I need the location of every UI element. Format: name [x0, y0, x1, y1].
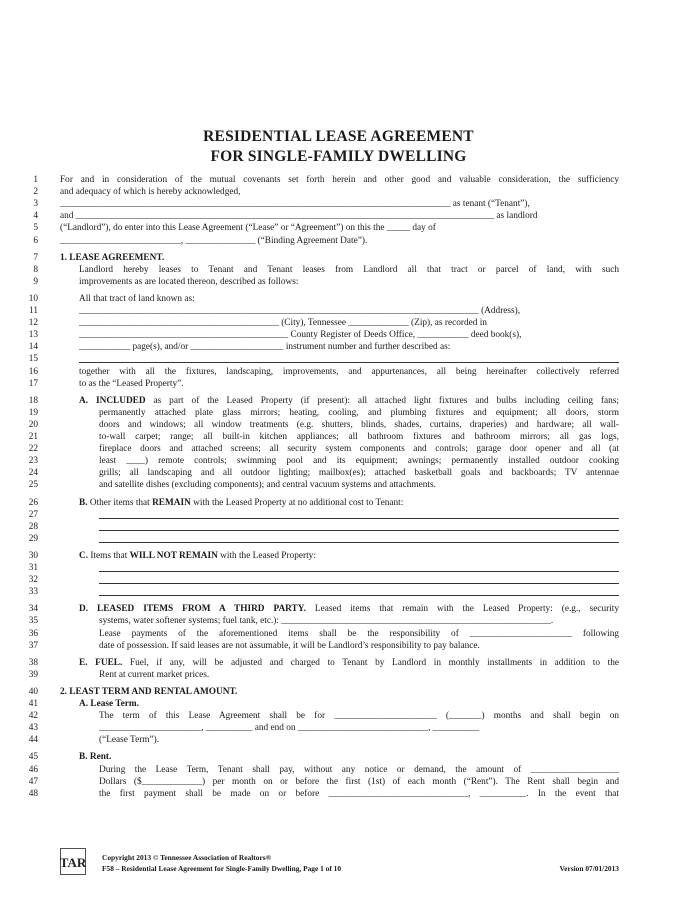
blank-underline[interactable] — [79, 353, 619, 363]
line-number: 1 — [33, 175, 38, 185]
document-line — [0, 734, 677, 746]
document-line — [0, 174, 677, 186]
line-text: ______________________________________________________________________________________ (Address), — [79, 306, 521, 316]
line-number: 40 — [28, 686, 38, 697]
line-number: 26 — [28, 497, 38, 508]
line-number: 2 — [33, 187, 38, 198]
line-number: 44 — [28, 735, 38, 746]
line-text: B. Other items that REMAIN with the Leased Property at no additional cost to Tenant: — [79, 497, 404, 508]
document-line — [0, 378, 677, 390]
line-number: 16 — [28, 366, 38, 377]
line-number: 21 — [28, 432, 38, 442]
document-line — [0, 603, 677, 615]
document-line — [0, 329, 677, 341]
document-line — [0, 497, 677, 509]
line-text: Landlord hereby leases to Tenant and Tenant leases from Landlord all that tract or parcel of land, with such — [79, 264, 619, 275]
footer-form-title: F58 – Residential Lease Agreement for Single-Family Dwelling, Page 1 of 10 — [102, 864, 342, 873]
blank-underline[interactable] — [99, 562, 619, 572]
line-number: 46 — [28, 764, 38, 775]
line-number: 9 — [33, 276, 38, 287]
line-number: 32 — [28, 575, 38, 586]
line-text: improvements as are located thereon, described as follows: — [79, 276, 299, 287]
document-line — [0, 198, 677, 210]
line-number: 13 — [28, 330, 38, 341]
footer-copyright: Copyright 2013 © Tennessee Association of Realtors® — [102, 853, 272, 862]
line-number: 27 — [28, 509, 38, 520]
line-text: and __________________________________________________________________________________________ as landlord — [60, 211, 538, 222]
document-line — [0, 533, 677, 545]
line-number: 36 — [28, 628, 38, 639]
line-number: 41 — [28, 699, 38, 709]
line-text: permanently attached plate glass mirrors; heating, cooling, and plumbing fixtures and equipment; all doors, storm — [99, 407, 619, 418]
line-text: D. LEASED ITEMS FROM A THIRD PARTY. Leased items that remain with the Leased Property: (e.g., security — [79, 604, 619, 615]
document-line — [0, 210, 677, 222]
line-number: 43 — [28, 723, 38, 734]
line-text: date of possession. If said leases are not assumable, it will be Landlord’s responsibility to pay balance. — [99, 640, 480, 651]
line-text: together with all the fixtures, landscaping, improvements, and appurtenances, all being hereinafter collectively referred — [79, 366, 619, 377]
line-text: During the Lease Term, Tenant shall pay, without any notice or demand, the amount of ___________________ — [99, 764, 619, 775]
line-text: ___________________________________________ (City), Tennessee _____________ (Zip), as recorded in — [79, 318, 487, 329]
fill-in-blank-line[interactable] — [99, 509, 619, 519]
line-text: All that tract of land known as: — [79, 293, 195, 304]
line-number: 39 — [28, 669, 38, 680]
document-line — [0, 776, 677, 788]
document-line — [0, 222, 677, 234]
fill-in-blank-line[interactable] — [99, 586, 619, 596]
document-line — [0, 479, 677, 491]
line-text: B. Rent. — [79, 752, 112, 763]
document-line — [0, 586, 677, 598]
line-number: 14 — [28, 342, 38, 353]
document-line — [0, 628, 677, 640]
line-text: (“Landlord”), do enter into this Lease Agreement (“Lease” or “Agreement”) on this the _____ day of — [60, 223, 436, 234]
line-text: Lease payments of the aforementioned items shall be the responsibility of ______________________ following — [99, 628, 619, 639]
line-text: and adequacy of which is hereby acknowledged, — [60, 187, 241, 198]
document-line — [0, 640, 677, 652]
line-number: 10 — [28, 293, 38, 304]
blank-underline[interactable] — [99, 521, 619, 531]
line-text: (“Lease Term”). — [99, 735, 160, 746]
line-text: and satellite dishes (excluding components); and central vacuum systems and attachments. — [99, 480, 436, 491]
line-number: 6 — [33, 235, 38, 246]
blank-underline[interactable] — [99, 586, 619, 596]
line-number: 25 — [28, 480, 38, 491]
line-text: _____________________________________________ County Register of Deeds Office, ___________ deed book(s), — [79, 330, 522, 341]
line-number: 19 — [28, 407, 38, 418]
fill-in-blank-line[interactable] — [79, 353, 619, 363]
line-number: 29 — [28, 533, 38, 544]
line-text: fireplace doors and attached screens; all security system components and controls; garage door opener and all (at — [99, 444, 619, 455]
tar-logo-text: TAR — [60, 855, 86, 870]
document-line — [0, 186, 677, 198]
line-number: 7 — [33, 252, 38, 263]
line-number: 48 — [28, 788, 38, 799]
line-text: the first payment shall be made on or before ______________________________, __________. In the event that — [99, 788, 619, 799]
document-line — [0, 657, 677, 669]
line-number: 3 — [33, 199, 38, 210]
line-number: 34 — [28, 604, 38, 615]
document-line — [0, 574, 677, 586]
line-text: doors and windows; all window treatments (e.g. shutters, blinds, shades, curtains, draperies) and hardware; all wall- — [99, 419, 619, 430]
line-number: 35 — [28, 616, 38, 627]
line-text: 1. LEASE AGREEMENT. — [60, 252, 165, 263]
line-text: ____________________________________________________________________________________ as tenant (“Tenant”), — [60, 199, 530, 210]
title-line-1: RESIDENTIAL LEASE AGREEMENT — [203, 128, 474, 145]
line-text: grills; all landscaping and all outdoor lighting; mailbox(es); attached basketball goals and backboards; TV antennae — [99, 468, 619, 479]
document-line — [0, 698, 677, 710]
line-number: 15 — [28, 354, 38, 365]
line-number: 8 — [33, 264, 38, 275]
line-number: 18 — [28, 395, 38, 406]
line-text: A. Lease Term. — [79, 699, 139, 709]
line-number: 23 — [28, 456, 38, 467]
line-number: 22 — [28, 444, 38, 455]
line-text: C. Items that WILL NOT REMAIN with the Leased Property: — [79, 550, 316, 561]
document-line — [0, 521, 677, 533]
document-line — [0, 235, 677, 247]
line-text: to-wall carpet; range; all built-in kitchen appliances; all bathroom fixtures and bathroom mirrors; all gas logs, — [99, 432, 619, 442]
document-line — [0, 395, 677, 407]
line-number: 42 — [28, 711, 38, 722]
document-line — [0, 366, 677, 378]
document-line — [0, 722, 677, 734]
line-number: 4 — [33, 211, 38, 222]
line-number: 30 — [28, 550, 38, 561]
line-number: 5 — [33, 223, 38, 234]
document-line — [0, 431, 677, 443]
line-number: 12 — [28, 318, 38, 329]
line-text: Rent at current market prices. — [99, 669, 210, 680]
document-line — [0, 509, 677, 521]
line-text: ______________________, __________ and end on ____________________________, __________ — [99, 723, 480, 734]
fill-in-blank-line[interactable] — [99, 574, 619, 584]
line-text: The term of this Lease Agreement shall be for ______________________ (_______) months and shall begin on — [99, 711, 619, 722]
tar-logo-icon — [60, 848, 86, 875]
line-text: 2. LEAST TERM AND RENTAL AMOUNT. — [60, 686, 238, 697]
line-text: For and in consideration of the mutual covenants set forth herein and other good and valuable consideration, the sufficiency — [60, 175, 619, 185]
line-number: 20 — [28, 419, 38, 430]
document-line — [0, 764, 677, 776]
line-text: ___________ page(s), and/or ____________________ instrument number and further described as: — [79, 342, 451, 353]
document-line — [0, 443, 677, 455]
page-footer — [0, 848, 677, 878]
document-line — [0, 550, 677, 562]
document-line — [0, 293, 677, 305]
fill-in-blank-line[interactable] — [99, 521, 619, 531]
document-line — [0, 419, 677, 431]
line-number: 11 — [29, 306, 38, 316]
title-line-2: FOR SINGLE-FAMILY DWELLING — [210, 148, 467, 165]
document-line — [0, 615, 677, 627]
document-line — [0, 341, 677, 353]
line-number: 28 — [28, 521, 38, 532]
blank-underline[interactable] — [99, 533, 619, 543]
fill-in-blank-line[interactable] — [99, 533, 619, 543]
document-line — [0, 353, 677, 365]
document-line — [0, 305, 677, 317]
blank-underline[interactable] — [99, 509, 619, 519]
document-line — [0, 252, 677, 264]
document-line — [0, 562, 677, 574]
line-text: least ____) remote controls; swimming pool and its equipment; awnings; permanently installed outdoor cooking — [99, 456, 619, 467]
document-line — [0, 710, 677, 722]
line-text: __________________________, _______________ (“Binding Agreement Date”). — [60, 235, 368, 246]
document-line — [0, 751, 677, 763]
line-number: 33 — [28, 587, 38, 598]
line-number: 37 — [28, 640, 38, 651]
footer-version: Version 07/01/2013 — [559, 864, 619, 873]
document-line — [0, 264, 677, 276]
document-line — [0, 276, 677, 288]
document-line — [0, 686, 677, 698]
line-number: 47 — [28, 776, 38, 787]
document-line — [0, 407, 677, 419]
line-text: to as the “Leased Property”. — [79, 378, 184, 389]
line-text: E. FUEL. Fuel, if any, will be adjusted and charged to Tenant by Landlord in monthly installments in addition to the — [79, 657, 619, 668]
line-number: 17 — [28, 378, 38, 389]
document-line — [0, 455, 677, 467]
line-text: A. INCLUDED as part of the Leased Property (if present): all attached light fixtures and bulbs including ceiling fans; — [79, 395, 619, 406]
fill-in-blank-line[interactable] — [99, 562, 619, 572]
document-line — [0, 467, 677, 479]
line-number: 24 — [28, 468, 38, 479]
blank-underline[interactable] — [99, 574, 619, 584]
document-line — [0, 317, 677, 329]
line-number: 38 — [28, 657, 38, 668]
document-line — [0, 788, 677, 800]
line-text: systems, water softener systems; fuel tank, etc.): __________________________________________________________. — [99, 616, 554, 627]
line-text: Dollars ($_____________) per month on or before the first (1st) of each month (“Rent”). The Rent shall begin and — [99, 776, 619, 787]
line-number: 45 — [28, 752, 38, 763]
document-line — [0, 669, 677, 681]
line-number: 31 — [28, 563, 38, 573]
